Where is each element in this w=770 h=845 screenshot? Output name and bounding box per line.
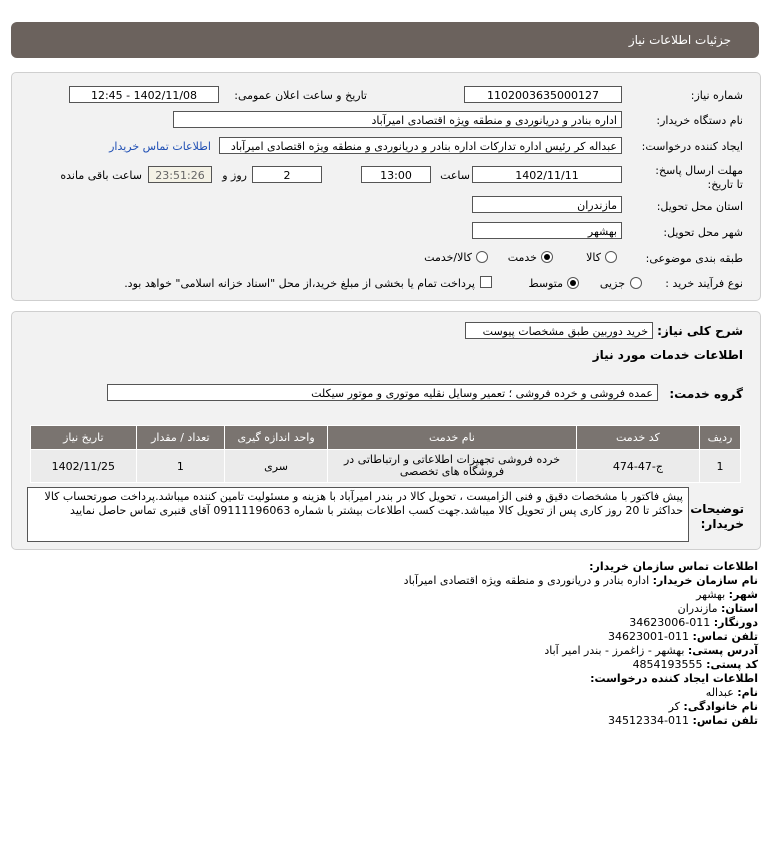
description-box: پیش فاکتور با مشخصات دقیق و فنی الزامیست ، تحویل کالا در بندر امیرآباد با هزینه و مسئولیت تامین کننده میباشد.پرداخت صورتحساب کالا حداکثر تا 20 روز کاری پس از تحویل کالا میباشد.جهت کسب اطلاعات بیشتر با شماره 09111196063 آقای قنبری تماس حاصل نمایید: [27, 487, 689, 542]
contact-city-value: بهشهر: [696, 588, 726, 601]
group-field: عمده فروشی و خرده فروشی ؛ تعمیر وسایل نقلیه موتوری و موتور سیکلت: [107, 384, 658, 401]
day-and-label: روز و: [222, 169, 247, 182]
contact-phone: [608, 630, 758, 643]
header-service-name: نام خدمت: [328, 426, 577, 450]
need-number-field: 1102003635000127: [464, 86, 622, 103]
category-label: طبقه بندی موضوعی:: [645, 252, 743, 265]
category-radio-goods[interactable]: [605, 251, 617, 263]
creator-name: [706, 686, 758, 699]
process-minor-label: جزیی: [599, 277, 625, 290]
header-quantity: تعداد / مقدار: [136, 426, 224, 450]
contact-city: [696, 588, 758, 601]
contact-org: [404, 574, 758, 587]
contact-address-value: بهشهر - زاغمرز - بندر امیر آباد: [544, 644, 685, 657]
contact-address-label: آدرس پستی:: [687, 644, 758, 657]
contact-phone-value: 011-34623001: [608, 630, 690, 643]
creator-name-label: نام:: [737, 686, 758, 699]
contact-phone-label: تلفن تماس:: [692, 630, 758, 643]
contact-postal-value: 4854193555: [632, 658, 703, 671]
remaining-timer: 23:51:26: [148, 166, 212, 183]
process-radio-medium[interactable]: [567, 277, 579, 289]
cell-service-code: ج-47-474: [576, 450, 699, 483]
contact-city-label: شهر:: [728, 588, 758, 601]
creator-phone: [608, 714, 758, 727]
deadline-time-label: ساعت: [440, 169, 470, 182]
creator-name-value: عبداله: [705, 686, 734, 699]
creator-phone-label: تلفن تماس:: [692, 714, 758, 727]
need-info-panel: [11, 72, 761, 301]
contact-fax-label: دورنگار:: [713, 616, 758, 629]
header-need-date: تاریخ نیاز: [31, 426, 137, 450]
header-unit: واحد اندازه گیری: [224, 426, 327, 450]
contact-province-label: استان:: [721, 602, 758, 615]
city-field: بهشهر: [472, 222, 622, 239]
process-label: نوع فرآیند خرید :: [665, 277, 743, 290]
creator-family-label: نام خانوادگی:: [683, 700, 758, 713]
creator-family: [669, 700, 758, 713]
cell-row-number: 1: [699, 450, 740, 483]
summary-label: شرح کلی نیاز:: [657, 324, 743, 338]
deadline-date-field: 1402/11/11: [472, 166, 622, 183]
cell-need-date: 1402/11/25: [31, 450, 137, 483]
buyer-field: اداره بنادر و دریانوردی و منطقه ویژه اقتصادی امیرآباد: [173, 111, 622, 128]
treasury-note: پرداخت تمام یا بخشی از مبلغ خرید،از محل "اسناد خزانه اسلامی" خواهد بود.: [124, 277, 475, 290]
contact-postal: [633, 658, 758, 671]
services-heading: اطلاعات خدمات مورد نیاز: [592, 348, 743, 362]
creator-family-value: کر: [668, 700, 680, 713]
province-field: مازندران: [472, 196, 622, 213]
buyer-label: نام دستگاه خریدار:: [656, 114, 743, 127]
creator-heading: اطلاعات ایجاد کننده درخواست:: [590, 672, 758, 685]
header-row-number: ردیف: [699, 426, 740, 450]
category-radio-goods-service[interactable]: [476, 251, 488, 263]
deadline-label: مهلت ارسال پاسخ: تا تاریخ:: [655, 164, 743, 191]
creator-field: عبداله کر رئیس اداره تدارکات اداره بنادر و دریانوردی و منطقه ویژه اقتصادی امیرآباد: [219, 137, 622, 154]
services-table: [30, 425, 741, 483]
contact-org-value: اداره بنادر و دریانوردی و منطقه ویژه اقتصادی امیرآباد: [403, 574, 650, 587]
category-goods-service-label: کالا/خدمت: [424, 251, 472, 264]
announce-label: تاریخ و ساعت اعلان عمومی:: [234, 89, 367, 102]
need-number-label: شماره نیاز:: [690, 89, 743, 102]
description-label: توضیحات خریدار:: [690, 502, 744, 531]
table-row: [31, 450, 741, 483]
creator-phone-value: 011-34512334: [608, 714, 690, 727]
group-label: گروه خدمت:: [669, 387, 743, 401]
contact-province-value: مازندران: [677, 602, 718, 615]
announce-field: 1402/11/08 - 12:45: [69, 86, 219, 103]
summary-field: خرید دوربین طبق مشخصات پیوست: [465, 322, 653, 339]
treasury-checkbox[interactable]: [480, 276, 492, 288]
contact-postal-label: کد پستی:: [706, 658, 758, 671]
page-title: جزئیات اطلاعات نیاز: [628, 33, 731, 47]
contact-address: [544, 644, 758, 657]
contact-fax: [629, 616, 758, 629]
cell-quantity: 1: [136, 450, 224, 483]
contact-fax-value: 011-34623006: [629, 616, 711, 629]
process-medium-label: متوسط: [528, 277, 563, 290]
contact-heading: اطلاعات تماس سازمان خریدار:: [589, 560, 758, 573]
category-radio-service[interactable]: [541, 251, 553, 263]
cell-service-name: خرده فروشی تجهیزات اطلاعاتی و ارتباطاتی در فروشگاه های تخصصی: [328, 450, 577, 483]
deadline-time-field: 13:00: [361, 166, 431, 183]
days-field: 2: [252, 166, 322, 183]
province-label: استان محل تحویل:: [656, 200, 743, 213]
process-radio-minor[interactable]: [630, 277, 642, 289]
category-service-label: خدمت: [507, 251, 537, 264]
creator-label: ایجاد کننده درخواست:: [641, 140, 743, 153]
category-goods-label: کالا: [586, 251, 601, 264]
contact-org-label: نام سازمان خریدار:: [652, 574, 758, 587]
header-service-code: کد خدمت: [576, 426, 699, 450]
buyer-contact-link[interactable]: اطلاعات تماس خریدار: [109, 140, 211, 153]
table-header-row: [31, 426, 741, 450]
cell-unit: سری: [224, 450, 327, 483]
contact-province: [678, 602, 758, 615]
city-label: شهر محل تحویل:: [663, 226, 743, 239]
remaining-label: ساعت باقی مانده: [60, 169, 142, 182]
page-header: [11, 22, 759, 58]
